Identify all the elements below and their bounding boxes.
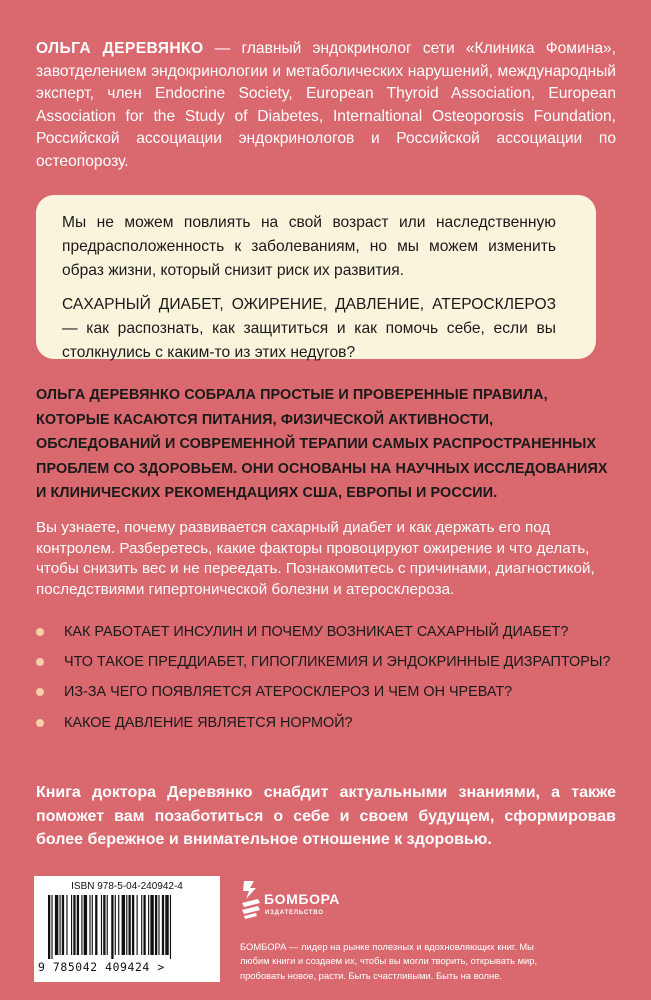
bullet-icon: [36, 658, 44, 666]
bullet-icon: [36, 688, 44, 696]
highlight-callout: [36, 195, 596, 359]
publisher-tagline: БОМБОРА — лидер на рынке полезных и вдохновляющих книг. Мы любим книги и создаем их, чтобы вы могли творить, открывать мир, пробовать новое, расти. Быть счастливыми. Быть на волне.: [240, 941, 538, 981]
bullet-icon: [36, 628, 44, 636]
callout-paragraph-1: Мы не можем повлиять на свой возраст или наследственную предрасположенность к заболеваниям, но мы можем изменить образ жизни, который снизит риск их развития.: [62, 214, 556, 279]
question-list: [36, 622, 616, 743]
list-item: [36, 682, 616, 702]
intro-paragraph: Вы узнаете, почему развивается сахарный диабет и как держать его под контролем. Разберетесь, какие факторы провоцируют ожирение и что делать, чтобы снизить вес и не переедать. Познакомитесь с причинами, диагностикой, последствиями гипертонической болезни и атеросклероза.: [36, 519, 595, 598]
question-text: КАКОЕ ДАВЛЕНИЕ ЯВЛЯЕТСЯ НОРМОЙ?: [64, 714, 353, 731]
publisher-name: БОМБОРА: [264, 891, 340, 907]
barcode-icon: [48, 895, 206, 959]
publisher-logo: [240, 879, 360, 929]
publisher-sub: ИЗДАТЕЛЬСТВО: [265, 910, 324, 916]
barcode-block: [34, 876, 220, 982]
list-item: [36, 652, 616, 672]
list-item: [36, 713, 616, 733]
question-text: ИЗ-ЗА ЧЕГО ПОЯВЛЯЕТСЯ АТЕРОСКЛЕРОЗ И ЧЕМ ОН ЧРЕВАТ?: [64, 684, 513, 701]
barcode-digits: 9 785042 409424 >: [38, 960, 165, 974]
isbn-label: ISBN 978-5-04-240942-4: [71, 881, 183, 892]
closing-paragraph: Книга доктора Деревянко снабдит актуальными знаниями, а также поможет вам позаботиться о себе и своем будущем, сформировав более бережное и внимательное отношение к здоровью.: [36, 784, 616, 849]
publisher-mark-icon: [240, 879, 262, 919]
question-text: КАК РАБОТАЕТ ИНСУЛИН И ПОЧЕМУ ВОЗНИКАЕТ САХАРНЫЙ ДИАБЕТ?: [64, 624, 569, 640]
callout-paragraph-2: САХАРНЫЙ ДИАБЕТ, ОЖИРЕНИЕ, ДАВЛЕНИЕ, АТЕРОСКЛЕРОЗ — как распознать, как защититься и как помочь себе, если вы столкнулись с каким-то из этих недугов?: [62, 296, 556, 361]
author-name: ОЛЬГА ДЕРЕВЯНКО: [36, 40, 204, 57]
book-summary: ОЛЬГА ДЕРЕВЯНКО СОБРАЛА ПРОСТЫЕ И ПРОВЕРЕННЫЕ ПРАВИЛА, КОТОРЫЕ КАСАЮТСЯ ПИТАНИЯ, ФИЗИЧЕСКОЙ АКТИВНОСТИ, ОБСЛЕДОВАНИЙ И СОВРЕМЕННОЙ ТЕРАПИИ САМЫХ РАСПРОСТРАНЕННЫХ ПРОБЛЕМ СО ЗДОРОВЬЕМ. ОНИ ОСНОВАНЫ НА НАУЧНЫХ ИССЛЕДОВАНИЯХ И КЛИНИЧЕСКИХ РЕКОМЕНДАЦИЯХ США, ЕВРОПЫ И РОССИИ.: [36, 387, 608, 502]
author-bio-text: — главный эндокринолог сети «Клиника Фомина», завотделением эндокринологии и метаболических нарушений, международный эксперт, член Endocrine Society, European Thyroid Association, European Association for the Study of Diabetes, Internaltional Osteoporosis Foundation, Российской ассоциации эндокринологов и Российской ассоциации по остеопорозу.: [36, 40, 616, 170]
author-bio: [36, 38, 616, 174]
list-item: [36, 622, 616, 642]
bullet-icon: [36, 719, 44, 727]
question-text: ЧТО ТАКОЕ ПРЕДДИАБЕТ, ГИПОГЛИКЕМИЯ И ЭНДОКРИННЫЕ ДИЗРАПТОРЫ?: [64, 654, 611, 671]
